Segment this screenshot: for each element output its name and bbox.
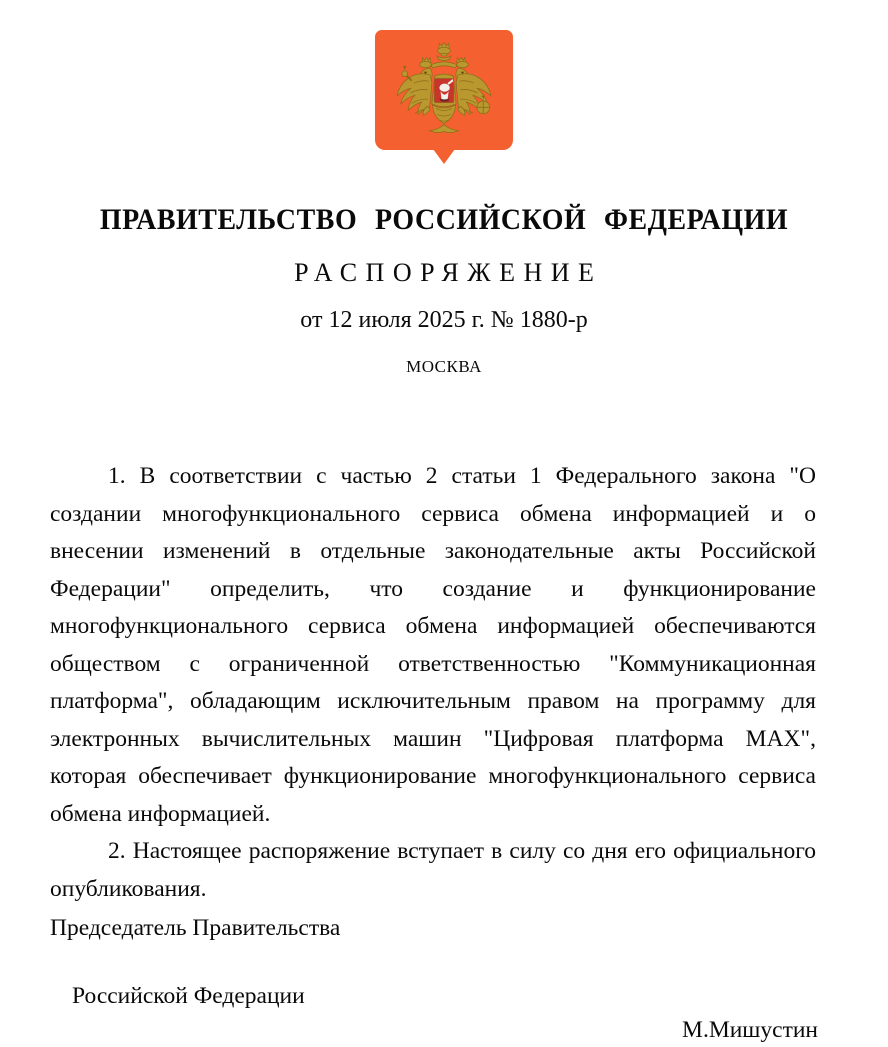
paragraph-1: 1. В соответствии с частью 2 статьи 1 Федерального закона "О создании многофункционального сервиса обмена информацией и о внесении изменений в отдельные законодательные акты Российской Федерации" определить, что создание и функционирование многофункционального сервиса обмена информацией обеспечиваются обществом с ограниченной ответственностью "Коммуникационная платформа", обладающим исключительным правом на программу для электронных вычислительных машин "Цифровая платформа MAX", которая обеспечивает функционирование многофункционального сервиса обмена информацией.: [50, 463, 816, 827]
double-headed-eagle-icon: [386, 38, 502, 142]
signatory-position-line-1: Председатель Правительства: [50, 915, 341, 941]
document-date-number: от 12 июля 2025 г. № 1880-р: [300, 307, 588, 333]
document-kind: РАСПОРЯЖЕНИЕ: [294, 258, 603, 287]
document-city: МОСКВА: [406, 357, 482, 376]
signature-row: [50, 877, 818, 1047]
document-body: [50, 458, 816, 908]
paragraph-2: 2. Настоящее распоряжение вступает в силу со дня его официального опубликования.: [50, 838, 816, 902]
signature-block: [50, 877, 818, 1047]
signatory-position-line-2: Российской Федерации: [72, 983, 305, 1009]
page-title: ПРАВИТЕЛЬСТВО РОССИЙСКОЙ ФЕДЕРАЦИИ: [99, 203, 789, 236]
russian-coat-of-arms-icon: [375, 30, 513, 150]
signatory-name: М.Мишустин: [682, 1017, 818, 1043]
coat-of-arms-container: [0, 30, 888, 150]
signatory-position: [50, 877, 340, 1047]
